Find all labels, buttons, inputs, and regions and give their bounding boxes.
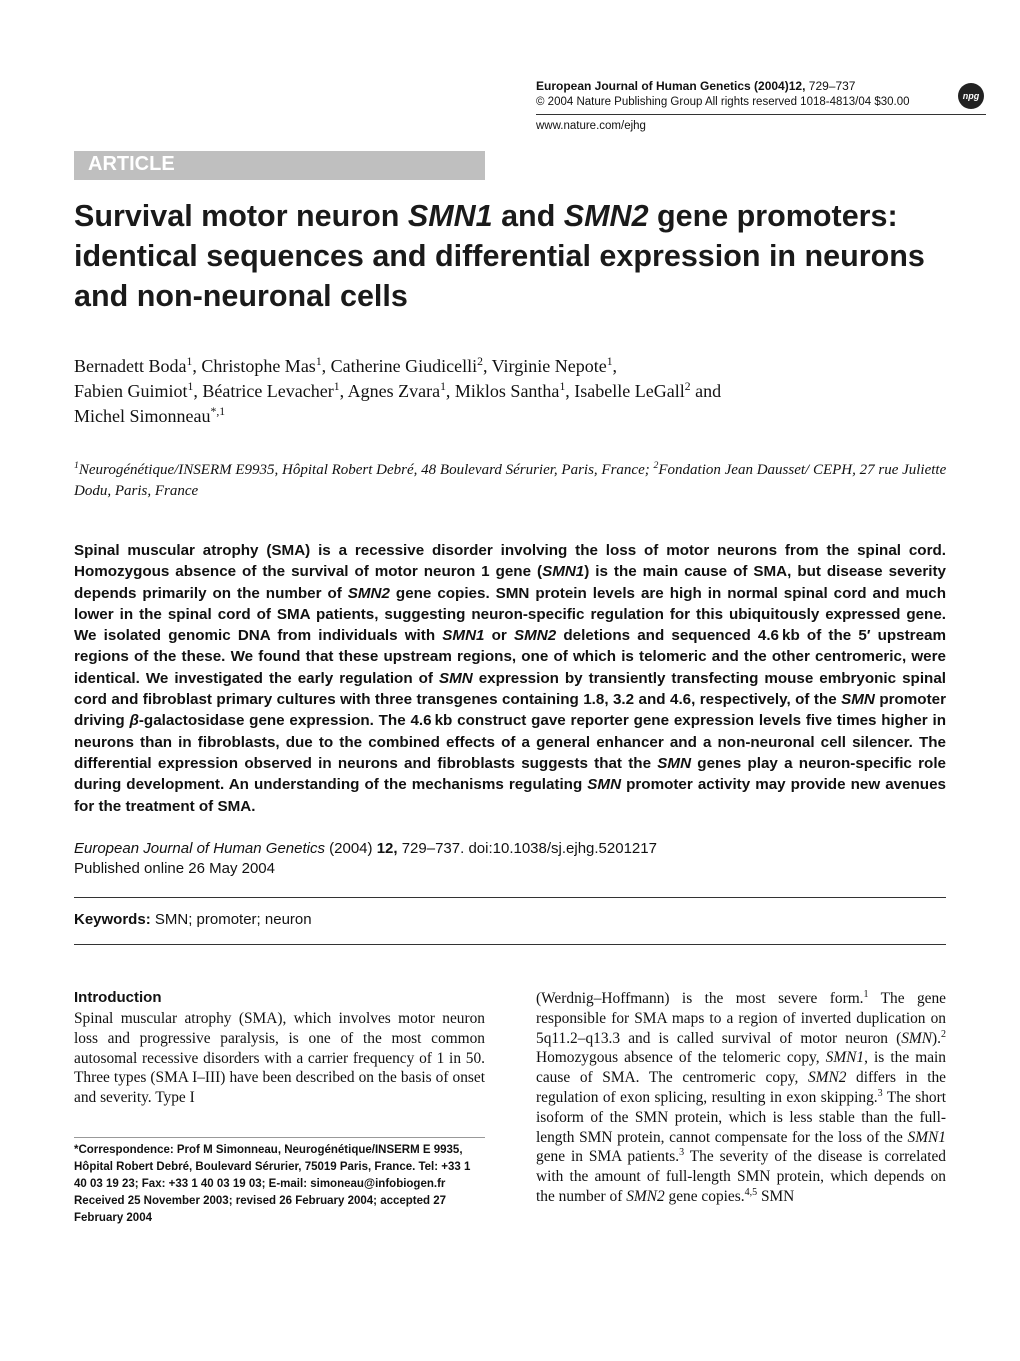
correspondence-footnote [74, 1142, 485, 1227]
author-name: Béatrice Levacher [202, 381, 334, 401]
title-text: gene promoters: identical sequences and differential expression in neurons and non-neuronal cells [74, 199, 925, 313]
affiliation-number: 1 [74, 460, 79, 471]
abstract-text: deletions and sequenced 4.6 kb of the 5′ upstream regions of the these. We found that these upstream regions, one of which is telomeric and the other centromeric, were identical. We investigated the early regulation of [74, 627, 946, 687]
reference-mark[interactable]: 2 [941, 1028, 946, 1040]
gene-name: SMN2 [807, 1069, 847, 1087]
section-heading: Introduction [74, 989, 162, 1006]
npg-logo-icon: npg [958, 83, 984, 109]
author-name: Isabelle LeGall [574, 381, 685, 401]
gene-name: SMN2 [514, 627, 557, 645]
body-text: The gene responsible for SMA maps to a region of inverted duplication on 5q11.2–q13.3 and is called survival of motor neuron ( [536, 990, 947, 1047]
author-affiliation-mark: 1 [187, 380, 194, 393]
footnote-divider [74, 1137, 485, 1138]
journal-url-link[interactable]: www.nature.com/ejhg [536, 120, 646, 132]
abstract-text: Spinal muscular atrophy (SMA) is a recessive disorder involving the loss of motor neurons from the spinal cord. Homozygous absence of the survival of motor neuron 1 gene ( [74, 542, 946, 581]
keywords-divider [74, 897, 946, 898]
author-name: Michel Simonneau [74, 406, 211, 426]
title-gene: SMN2 [563, 199, 649, 233]
gene-name: SMN1 [907, 1128, 946, 1146]
abstract-text: promoter driving [74, 691, 946, 730]
citation-line [74, 838, 657, 859]
keywords-label: Keywords: [74, 911, 151, 928]
author-name: Miklos Santha [454, 381, 560, 401]
author-affiliation-mark: 1 [559, 380, 566, 393]
keywords-divider [74, 944, 946, 945]
author-affiliation-mark: *,1 [210, 405, 226, 418]
gene-name: SMN1 [542, 563, 585, 581]
title-text: Survival motor neuron [74, 199, 408, 233]
published-date: Published online 26 May 2004 [74, 860, 275, 877]
journal-header [536, 79, 941, 93]
body-text: gene in SMA patients. [536, 1148, 680, 1166]
abstract-text: or [484, 627, 515, 645]
reference-mark[interactable]: 1 [863, 988, 869, 1000]
reference-mark[interactable]: 4,5 [744, 1186, 758, 1198]
body-text: , is the main cause of SMA. The centromeric copy, [536, 1049, 946, 1087]
abstract-text: genes play a neuron-specific role during development. An understanding of the mechanisms regulating [74, 754, 946, 794]
body-text: (Werdnig–Hoffmann) is the most severe form. [536, 990, 864, 1007]
author-name: Fabien Guimiot [74, 381, 188, 401]
gene-name: SMN2 [347, 584, 390, 602]
author-affiliation-mark: 2 [477, 355, 483, 368]
author-affiliation-mark: 2 [684, 380, 691, 393]
body-text: gene copies. [664, 1187, 745, 1205]
abstract-text: ) is the main cause of SMA, but disease severity depends primarily on the number of [74, 563, 946, 602]
affiliations [74, 460, 954, 502]
beta-symbol: β [129, 712, 139, 730]
body-text: ). [932, 1029, 941, 1047]
abstract-text: -galactosidase gene expression. The 4.6 kb construct gave reporter gene expression levels five times higher in neurons than in fibroblasts, due to the combined effects of a general enhancer and a non-neuronal cell silencer. The differential expression observed in neurons and fibroblasts suggests that the [74, 712, 946, 772]
title-gene: SMN1 [407, 199, 493, 233]
affiliation-text: Neurogénétique/INSERM E9935, Hôpital Robert Debré, 48 Boulevard Sérurier, Paris, France; [78, 462, 654, 478]
intro-column-1: Spinal muscular atrophy (SMA), which involves motor neuron loss and progressive paralysis, is one of the most common autosomal recessive disorders with a carrier frequency of 1 in 50. Three types (SMA I–III) have been described on the basis of onset and severity. Type I [74, 1010, 485, 1107]
author-affiliation-mark: 1 [606, 355, 613, 368]
received-dates: Received 25 November 2003; revised 26 February 2004; accepted 27 February 2004 [74, 1195, 447, 1224]
keywords [74, 911, 312, 928]
body-text: The short isoform of the SMN protein, which is less stable than the full-length SMN protein, cannot compensate for the loss of the [536, 1088, 946, 1146]
body-text: differs in the regulation of exon splicing, resulting in exon skipping. [536, 1069, 946, 1106]
correspondence-text: *Correspondence: Prof M Simonneau, Neurogénétique/INSERM E 9935, Hôpital Robert Debré, Boulevard Sérurier, 75019 Paris, France. Tel: +33 1 40 03 19 23; Fax: +33 1 40 03 19 03; E-mail: simoneau@infobiogen.fr [74, 1144, 471, 1190]
abstract-text: expression by transiently transfecting mouse embryonic spinal cord and fibroblast primary cultures with three transgenes containing 1.8, 3.2 and 4.6, respectively, of the [74, 669, 946, 709]
copyright-line: © 2004 Nature Publishing Group All rights reserved 1018-4813/04 $30.00 [536, 96, 910, 108]
journal-name: European Journal of Human Genetics (2004)12, [536, 79, 806, 93]
abstract-text: promoter activity may provide new avenues for the treatment of SMA. [74, 776, 946, 815]
author-name: Bernadett Boda [74, 356, 187, 376]
citation-year: (2004) [324, 840, 377, 857]
title-text: and [492, 199, 564, 233]
abstract [74, 540, 946, 817]
keywords-value: SMN; promoter; neuron [150, 911, 312, 928]
gene-name: SMN [901, 1029, 933, 1047]
affiliation-number: 2 [653, 460, 659, 471]
gene-name: SMN [841, 691, 875, 709]
gene-name: SMN [587, 776, 622, 794]
body-text: Homozygous absence of the telomeric copy, [536, 1049, 826, 1067]
header-divider [536, 114, 986, 115]
citation-volume: 12, [376, 840, 398, 857]
author-name: Catherine Giudicelli [330, 356, 478, 376]
author-name: Agnes Zvara [347, 381, 441, 401]
reference-mark[interactable]: 3 [877, 1087, 883, 1099]
author-name: Christophe Mas [201, 356, 316, 376]
reference-mark[interactable]: 3 [679, 1147, 685, 1159]
affiliation-text: Fondation Jean Dausset/ CEPH, 27 rue Juliette Dodu, Paris, France [74, 462, 947, 499]
gene-name: SMN [438, 669, 473, 687]
article-type-label: ARTICLE [88, 153, 175, 175]
author-affiliation-mark: 1 [315, 355, 322, 368]
citation-doi: 729–737. doi:10.1038/sj.ejhg.5201217 [397, 840, 657, 857]
gene-name: SMN2 [626, 1187, 665, 1205]
author-name: Virginie Nepote [491, 356, 607, 376]
gene-name: SMN1 [442, 627, 485, 645]
body-text: The severity of the disease is correlated with the amount of full-length SMN protein, which depends on the number of [536, 1148, 946, 1205]
author-list: Bernadett Boda$^1$, Christophe Mas$^1$, Catherine Giudicelli$^2$, Virginie Nepote$^1$, Fabien Guimiot$^1$, Béatrice Levacher$^1$, Agnes Zvara$^1$, Miklos Santha$^1$, Isabelle LeGall$^2$ and Michel Simonneau$^{*,1}$ [74, 355, 722, 426]
article-title [74, 196, 954, 316]
journal-pages: 729–737 [808, 79, 856, 93]
intro-column-2 [536, 989, 946, 1207]
gene-name: SMN [657, 754, 692, 772]
author-affiliation-mark: 1 [440, 380, 446, 393]
body-text: SMN [757, 1187, 795, 1205]
citation-journal: European Journal of Human Genetics [74, 840, 325, 857]
gene-name: SMN1 [825, 1049, 865, 1067]
author-affiliation-mark: 1 [333, 380, 340, 393]
abstract-text: gene copies. SMN protein levels are high in normal spinal cord and much lower in the spinal cord of SMA patients, suggesting neuron-specific regulation for this ubiquitously expressed gene. We isolated genomic DNA from individuals with [74, 584, 946, 645]
author-affiliation-mark: 1 [186, 355, 193, 368]
